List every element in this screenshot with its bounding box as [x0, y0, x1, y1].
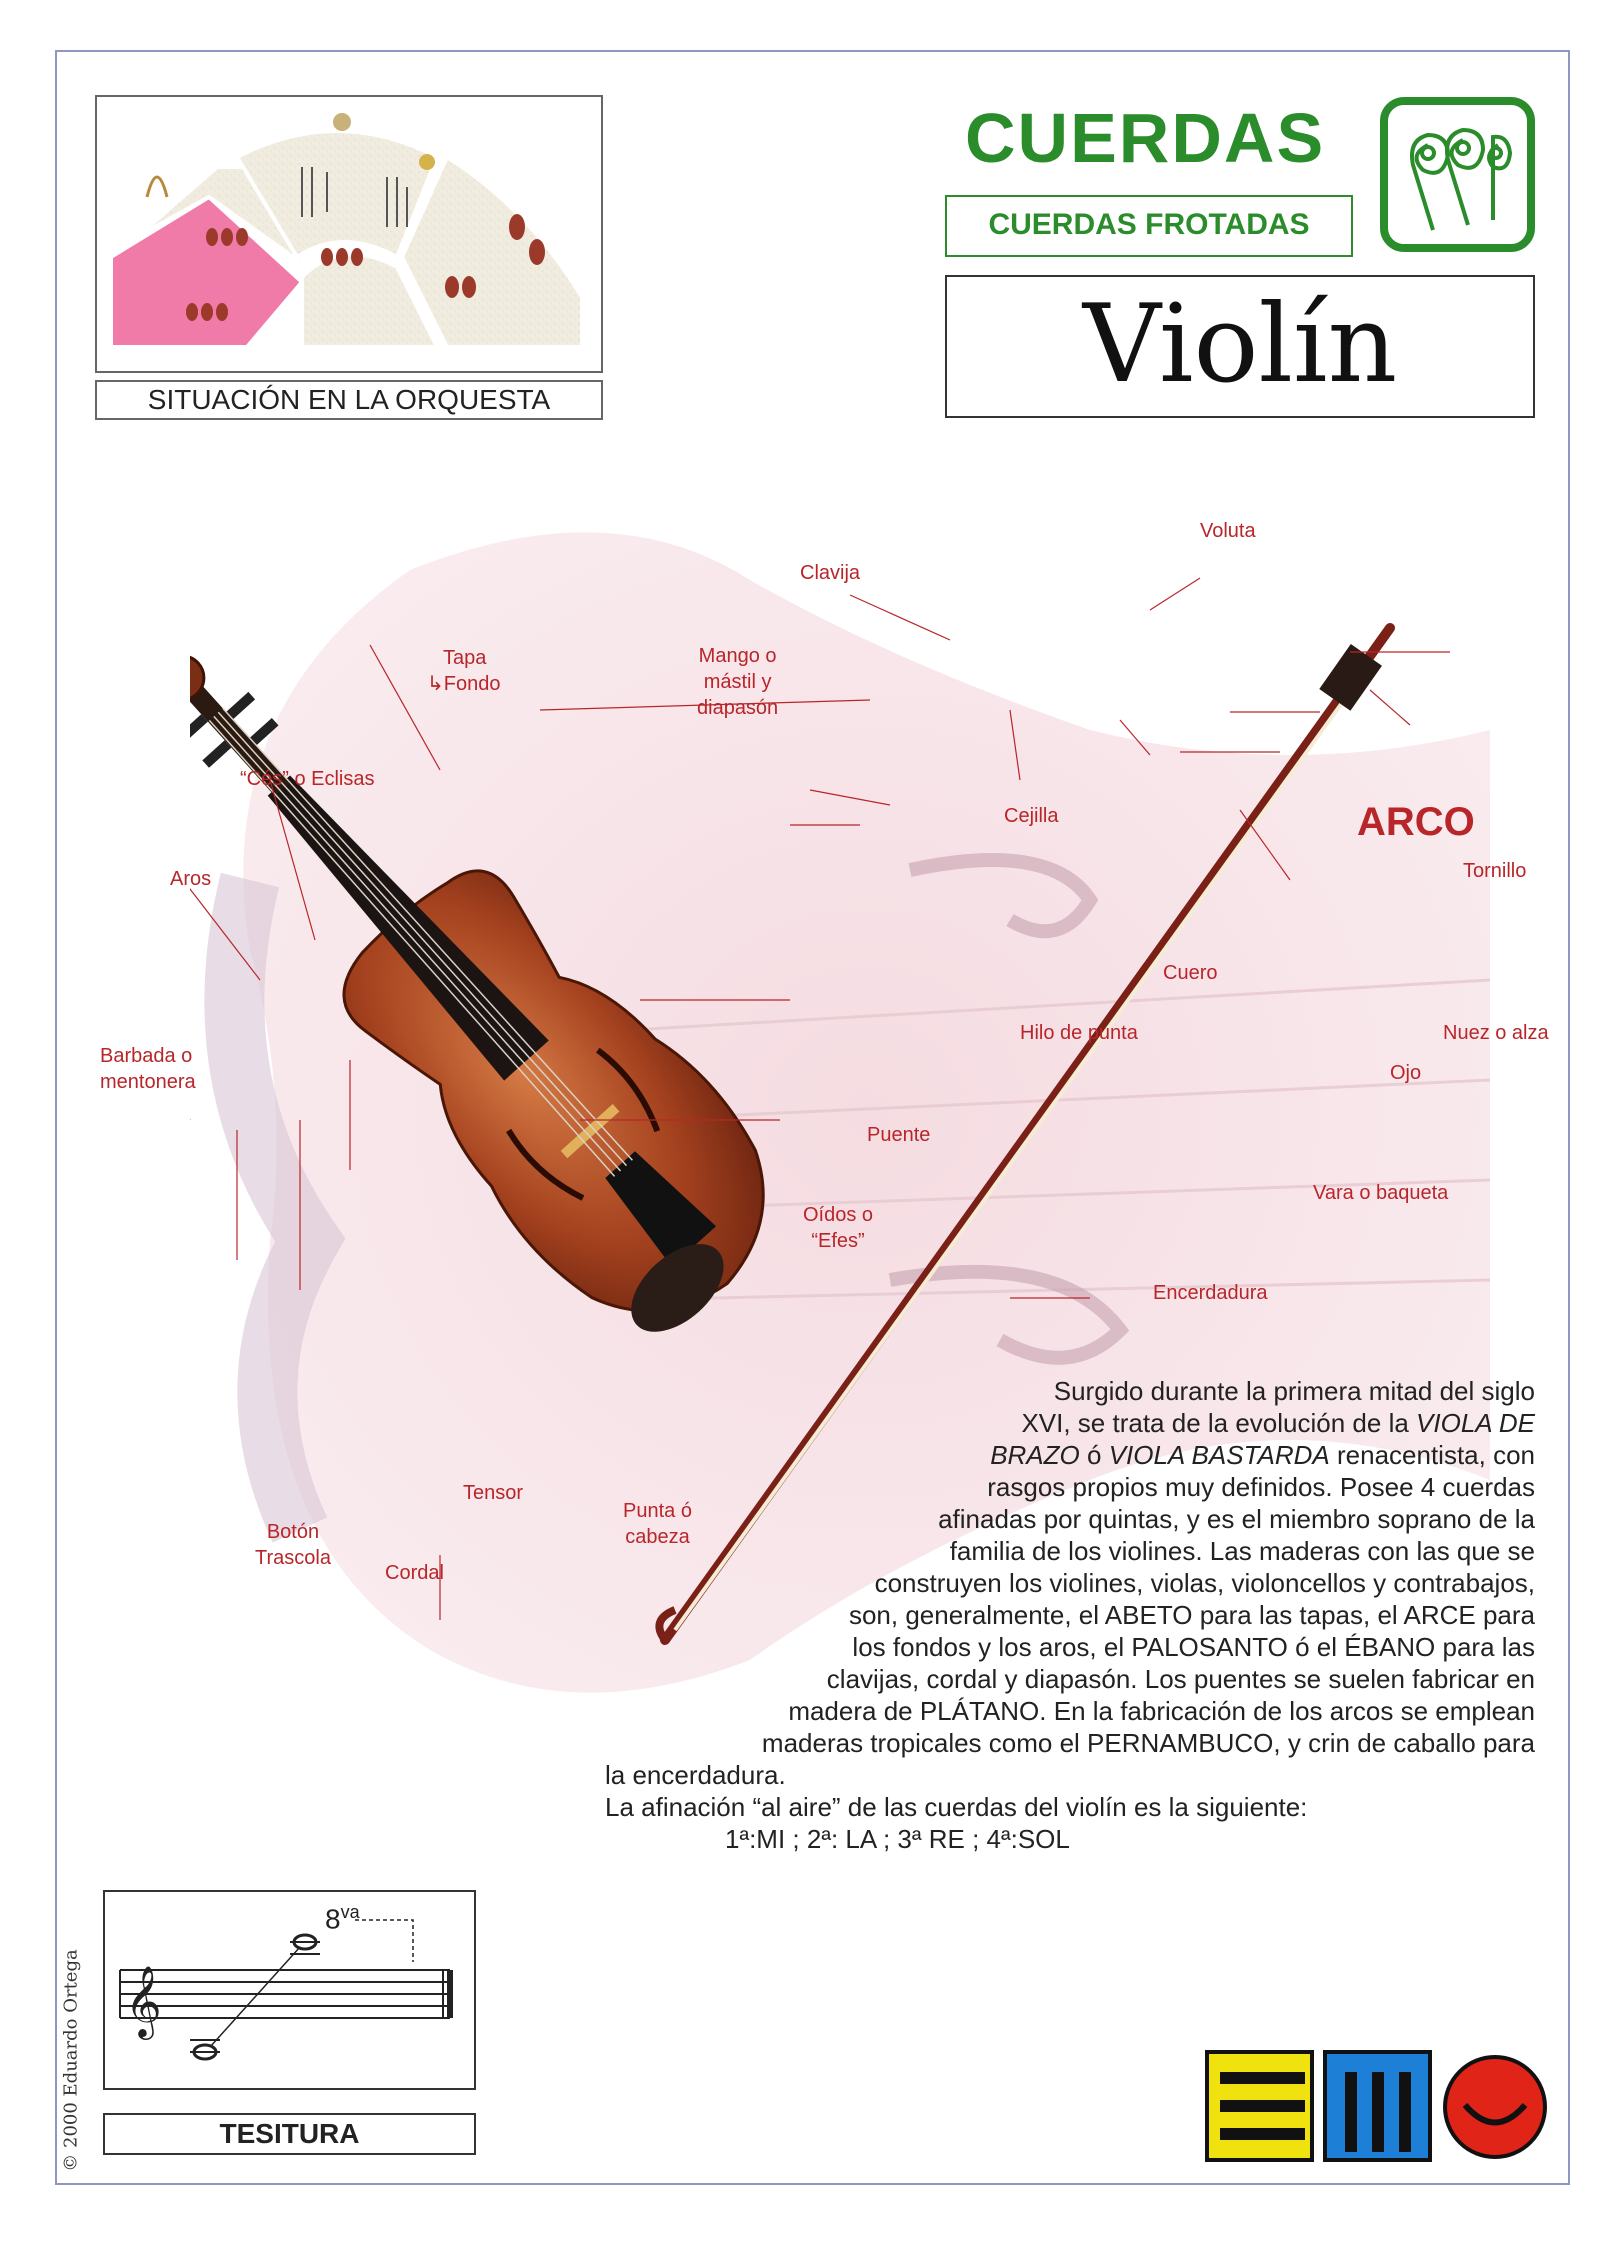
orchestra-caption: SITUACIÓN EN LA ORQUESTA: [95, 380, 603, 420]
label-punta-2: cabeza: [625, 1526, 690, 1548]
label-clavija: Clavija: [800, 562, 861, 584]
ottava-number: 8: [325, 1903, 341, 1935]
label-tornillo: Tornillo: [1463, 860, 1527, 882]
description-text: [605, 1375, 1535, 1855]
label-nuez: Nuez o alza: [1443, 1022, 1549, 1044]
desc-line: rasgos propios muy definidos. Posee 4 cuerdas: [987, 1472, 1535, 1502]
label-oidos-1: Oídos o: [803, 1204, 874, 1226]
label-mango-3: diapasón: [697, 697, 779, 719]
label-ojo: Ojo: [1390, 1062, 1422, 1084]
strings-scroll-icon: [1380, 97, 1535, 252]
range-staff: [103, 1890, 476, 2090]
desc-line: maderas tropicales como el PERNAMBUCO, y crin de caballo para: [761, 1728, 1535, 1758]
label-mango: [697, 643, 778, 721]
label-barbada-2: mentonera: [100, 1071, 196, 1093]
desc-em: VIOLA BASTARDA: [1108, 1440, 1330, 1470]
range-caption: TESITURA: [103, 2113, 476, 2155]
label-mango-1: Mango o: [698, 645, 777, 667]
label-tapa: Tapa: [443, 647, 487, 669]
orchestra-seating-svg: [97, 97, 601, 371]
fondo-arrow-icon: ↳: [427, 673, 444, 695]
family-title: CUERDAS: [965, 99, 1326, 177]
desc-line: clavijas, cordal y diapasón. Los puentes se suelen fabricar en: [826, 1664, 1535, 1694]
desc-line: Surgido durante la primera mitad del siglo: [1053, 1376, 1535, 1406]
label-barbada: [100, 1043, 196, 1095]
desc-line: [605, 1439, 1535, 1471]
desc-line: construyen los violines, violas, violoncellos y contrabajos,: [874, 1568, 1535, 1598]
label-puente: Puente: [867, 1124, 931, 1146]
desc-line: [605, 1407, 1535, 1439]
label-fondo-text: Fondo: [443, 673, 501, 695]
desc-line: La afinación “al aire” de las cuerdas del violín es la siguiente:: [605, 1792, 1308, 1822]
desc-line: madera de PLÁTANO. En la fabricación de los arcos se emplean: [788, 1696, 1535, 1726]
emo-logo: [1205, 2050, 1555, 2165]
desc-em: BRAZO: [990, 1440, 1080, 1470]
label-boton-2: Trascola: [255, 1547, 331, 1569]
label-barbada-1: Barbada o: [100, 1045, 193, 1067]
label-voluta: Voluta: [1200, 520, 1256, 542]
copyright-text: © 2000 Eduardo Ortega: [60, 1949, 82, 2172]
cellos-section: [402, 157, 582, 347]
staff-svg: [105, 1892, 474, 2088]
label-punta-1: Punta ó: [623, 1500, 692, 1522]
label-oidos-2: “Efes”: [811, 1230, 865, 1252]
label-cejilla: Cejilla: [1004, 805, 1059, 827]
svg-text:𝄞: 𝄞: [125, 1964, 162, 2037]
label-cuero: Cuero: [1163, 962, 1218, 984]
instrument-name: Violín: [945, 275, 1535, 418]
ottava-sup: va: [340, 1902, 360, 1922]
desc-span: XVI, se trata de la evolución de la: [1021, 1408, 1417, 1438]
label-boton: [255, 1519, 331, 1571]
label-cordal: Cordal: [385, 1562, 444, 1584]
desc-span: ó: [1079, 1440, 1109, 1470]
desc-span: renacentista, con: [1329, 1440, 1535, 1470]
desc-line: los fondos y los aros, el PALOSANTO ó el ÉBANO para las: [852, 1632, 1535, 1662]
subfamily-title: CUERDAS FROTADAS: [945, 195, 1353, 257]
label-oidos: [803, 1202, 873, 1254]
label-tensor: Tensor: [463, 1482, 524, 1504]
desc-tuning: 1ª:MI ; 2ª: LA ; 3ª RE ; 4ª:SOL: [725, 1824, 1070, 1854]
label-encerdadura: Encerdadura: [1153, 1282, 1268, 1304]
label-fondo: [427, 671, 500, 697]
label-boton-1: Botón: [266, 1521, 320, 1543]
label-vara: Vara o baqueta: [1313, 1182, 1449, 1204]
desc-line: la encerdadura.: [605, 1760, 786, 1790]
desc-line: familia de los violines. Las maderas con las que se: [949, 1536, 1535, 1566]
desc-em: VIOLA DE: [1416, 1408, 1535, 1438]
desc-line: son, generalmente, el ABETO para las tapas, el ARCE para: [848, 1600, 1535, 1630]
orchestra-diagram: [95, 95, 603, 373]
desc-line: afinadas por quintas, y es el miembro soprano de la: [938, 1504, 1535, 1534]
bow-title: ARCO: [1357, 800, 1475, 844]
label-hilo: Hilo de punta: [1020, 1022, 1138, 1044]
ottava-mark: [325, 1902, 360, 1935]
label-aros: Aros: [170, 868, 212, 890]
label-mango-2: mástil y: [703, 671, 772, 693]
label-ces: “Cés” o Eclisas: [240, 768, 375, 790]
